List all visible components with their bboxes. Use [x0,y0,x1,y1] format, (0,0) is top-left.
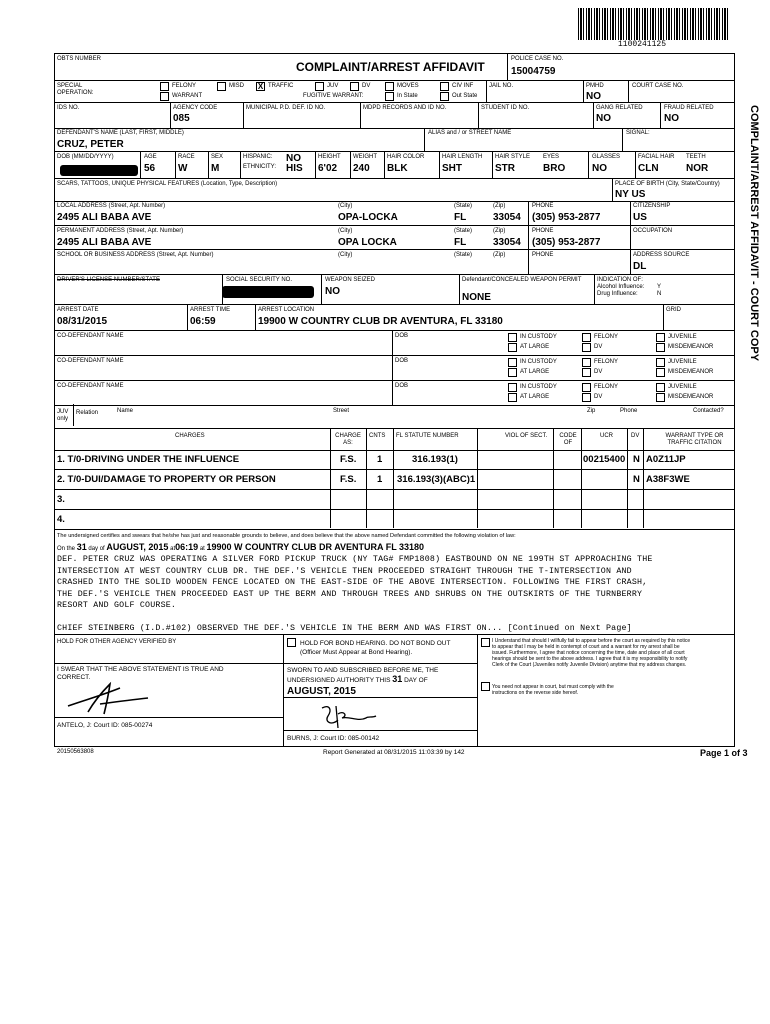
local-city-label: (City) [338,203,353,209]
sworn-text [287,667,475,685]
juv-zip-label: Zip [587,408,596,414]
dv-header: DV [631,433,640,439]
dv-label: DV [362,83,371,89]
address-source-value: DL [633,261,647,272]
scars-label: SCARS, TATTOOS, UNIQUE PHYSICAL FEATURES (Location, Type, Description) [57,181,278,187]
alcohol-influence-label: Alcohol Influence: [597,284,645,290]
age-value: 56 [144,163,156,174]
drug-influence-label: Drug Influence: [597,291,638,297]
teeth-label: TEETH [686,154,706,160]
narrative-line: CRASHED INTO THE SOLID WOODEN FENCE LOCATED ON THE EAST-SIDE OF THE ABOVE INTERSECTION. FOLLOWING THE FIRST CRASH, [57,578,648,587]
codef-juvenile-checkbox[interactable] [656,358,665,367]
local-address: 2495 ALI BABA AVE [57,212,152,223]
arrest-location: 19900 W COUNTRY CLUB DR AVENTURA, FL 33180 [258,316,503,327]
narrative-day: 31 [76,542,87,552]
statute-header: FL STATUTE NUMBER [396,433,459,439]
codef-dv-label: DV [594,394,603,400]
codef-misdemeanor-checkbox[interactable] [656,368,665,377]
codef-misdemeanor-label: MISDEMEANOR [668,369,714,375]
codef-dv-checkbox[interactable] [582,393,591,402]
concealed-weapon-value: NONE [462,292,491,303]
side-label: COMPLAINT/ARREST AFFIDAVIT - COURT COPY [748,105,760,362]
perm-city: OPA LOCKA [338,237,397,248]
misd-checkbox[interactable] [217,82,226,91]
dob-label: DOB (MM/DD/YYYY) [57,154,114,160]
perm-state-label: (State) [454,228,473,234]
height-label: HEIGHT [318,154,341,160]
codef-felony-label: FELONY [594,384,619,390]
juv-name-label: Name [117,408,134,414]
page-title: COMPLAINT/ARREST AFFIDAVIT [296,60,485,74]
pmhd-value: NO [586,91,601,102]
perm-address-label: PERMANENT ADDRESS (Street, Apt. Number) [57,228,184,234]
facial-hair-label: FACIAL HAIR [638,154,675,160]
perm-zip: 33054 [493,237,521,248]
gang-related-value: NO [596,113,611,124]
codef-in-custody-label: IN CUSTODY [520,334,557,340]
codef-at-large-checkbox[interactable] [508,393,517,402]
civ-inf-checkbox[interactable] [440,82,449,91]
civ-inf-label: CIV INF [452,83,474,89]
narrative-place: 19900 W COUNTRY CLUB DR AVENTURA FL 33180 [206,542,425,552]
perm-zip-label: (Zip) [493,228,506,234]
arrest-date-label: ARREST DATE [57,307,99,313]
sex-value: M [211,163,220,174]
arrest-location-label: ARREST LOCATION [258,307,315,313]
codef-in-custody-label: IN CUSTODY [520,384,557,390]
hold-other-agency: HOLD FOR OTHER AGENCY VERIFIED BY [57,639,177,645]
glasses-value: NO [592,163,607,174]
special-op-label: SPECIAL OPERATION: [57,83,94,96]
local-city: OPA-LOCKA [338,212,398,223]
charge-dv: N [633,454,640,465]
at-text-2: at [199,546,205,552]
codef-name-label: CO-DEFENDANT NAME [57,333,124,339]
weapon-seized-value: NO [325,286,340,297]
notary-court-id: BURNS, J: Court ID: 085-00142 [287,735,380,742]
police-case-label: POLICE CASE NO. [511,56,564,62]
narrative-date-line [57,542,424,552]
swear-text: I SWEAR THAT THE ABOVE STATEMENT IS TRUE AND CORRECT. [57,666,224,681]
juv-street-label: Street [333,408,350,414]
codef-misdemeanor-checkbox[interactable] [656,343,665,352]
weight-label: WEIGHT [353,154,377,160]
codef-dv-label: DV [594,344,603,350]
narrative-time: 06:19 [175,542,199,552]
narrative-line: INTERSECTION AT WEST COUNTRY CLUB DR. THE DEF.'S VEHICLE THEN PROCEEDED STRAIGHT THROUGH THE T-INTERSECTION AND [57,566,632,576]
perm-phone-label: PHONE [532,228,554,234]
hold-bond-text: HOLD FOR BOND HEARING. DO NOT BOND OUT (Officer Must Appear at Bond Hearing). [300,640,451,656]
at-text: at [170,546,176,552]
concealed-weapon-label: Defendant/CONCEALED WEAPON PERMIT [462,277,582,283]
hair-style-label: HAIR STYLE [495,154,531,160]
local-state-label: (State) [454,203,473,209]
charge-ucr: 00215400 [583,454,626,465]
codef-juvenile-label: JUVENILE [668,359,697,365]
footer-id: 20150563808 [57,749,94,755]
codef-misdemeanor-checkbox[interactable] [656,393,665,402]
local-address-label: LOCAL ADDRESS (Street, Apt. Number) [57,203,166,209]
codef-felony-checkbox[interactable] [582,333,591,342]
gang-related-label: GANG RELATED [596,105,643,111]
sworn-dayof: DAY OF [404,677,428,684]
ssn-label: SOCIAL SECURITY NO. [226,277,293,283]
perm-phone: (305) 953-2877 [532,237,601,248]
codef-misdemeanor-label: MISDEMEANOR [668,394,714,400]
codef-felony-label: FELONY [594,359,619,365]
narrative-line: CHIEF STEINBERG (I.D.#102) OBSERVED THE DEF.'S VEHICLE IN THE BERM AND WAS FIRST ON... [Continued on Next Page] [57,624,632,633]
narrative-month: AUGUST, 2015 [106,542,169,552]
charge-counts: 1 [377,454,383,465]
local-zip-label: (Zip) [493,203,506,209]
school-phone-label: PHONE [532,252,554,258]
facial-hair-value: CLN [638,163,659,174]
ethnicity-label: ETHNICITY: [243,164,277,170]
school-zip-label: (Zip) [493,252,506,258]
charge-counts: 1 [377,474,383,485]
signal-label: SIGNAL: [626,130,650,136]
charge-description: 3. [57,494,65,505]
local-phone: (305) 953-2877 [532,212,601,223]
eyes-value: BRO [543,163,566,174]
out-state-checkbox[interactable] [440,92,449,101]
codef-dob-label: DOB [395,358,409,364]
barcode [578,8,730,40]
out-state-label: Out State [452,93,478,99]
officer-signature [60,678,160,718]
grid-label: GRID [666,307,681,313]
jail-no-label: JAIL NO. [489,83,514,89]
local-state: FL [454,212,467,223]
dv-checkbox[interactable] [350,82,359,91]
hair-color-label: HAIR COLOR [387,154,425,160]
in-state-checkbox[interactable] [385,92,394,101]
mdpd-id-label: MDPD RECORDS AND ID NO. [363,105,447,111]
hold-bond-checkbox[interactable] [287,638,296,647]
sworn-month: AUGUST, 2015 [287,686,356,697]
notary-signature [318,700,378,732]
ssn-redaction [222,286,314,298]
narrative-line: RESORT AND GOLF COURSE. [57,601,177,610]
hair-length-label: HAIR LENGTH [442,154,483,160]
charge-description: 2. T/0-DUI/DAMAGE TO PROPERTY OR PERSON [57,474,276,485]
codef-felony-checkbox[interactable] [582,383,591,392]
local-zip: 33054 [493,212,521,223]
defendant-name-label: DEFENDANT'S NAME (LAST, FIRST, MIDDLE) [57,130,184,136]
page-number: Page 1 of 3 [700,748,748,758]
charge-description: 4. [57,514,65,525]
understand-text: I Understand that should I willfully fail to appear before the court as required by this notice to appear that I may be held in contempt of court and a warrant for my arrest shall be issued. Furthermore, I agree that notice concerning the time, date and place of all court hearings should be sent to the above address. I agree that it is my responsibility to notify Clerk of the Court (Juveniles notify Juvenile Division) anytime that my address changes. [492,638,691,668]
in-state-label: In State [397,93,418,99]
codef-in-custody-checkbox[interactable] [508,383,517,392]
charge-statute: 316.193(1) [412,454,458,465]
perm-city-label: (City) [338,228,353,234]
codef-in-custody-label: IN CUSTODY [520,359,557,365]
on-the-text: On the [57,546,76,552]
pob-value: NY US [615,189,646,200]
felony-label: FELONY [172,83,197,89]
fraud-related-label: FRAUD RELATED [664,105,714,111]
agency-code-label: AGENCY CODE [173,105,218,111]
sworn-text-body: SWORN TO AND SUBSCRIBED BEFORE ME, THE UNDERSIGNED AUTHORITY THIS [287,667,439,684]
teeth-value: NOR [686,163,709,174]
narrative-line: DEF. PETER CRUZ WAS OPERATING A SILVER FORD PICKUP TRUCK (NY TAG# FMP1808) EASTBOUND ON NE 199TH ST APPROACHING THE [57,555,653,564]
codef-dob-label: DOB [395,333,409,339]
codef-felony-checkbox[interactable] [582,358,591,367]
viol-header: VIOL OF SECT. [505,433,548,439]
moves-label: MOVES [397,83,419,89]
ucr-header: UCR [600,433,613,439]
warrant-label: WARRANT [172,93,203,99]
student-id-label: STUDENT ID NO. [481,105,530,111]
pmhd-label: PMHD [586,83,604,89]
charge-statute: 316.193(3)(ABC)1 [397,474,476,485]
drug-influence-value: N [657,291,662,297]
juv-checkbox[interactable] [315,82,324,91]
charge-dv: N [633,474,640,485]
charge-as: F.S. [340,474,357,485]
arrest-date: 08/31/2015 [57,316,108,327]
codef-at-large-label: AT LARGE [520,369,550,375]
charge-as: F.S. [340,454,357,465]
juv-phone-label: Phone [620,408,638,414]
dob-redaction [60,165,138,176]
occupation-label: OCCUPATION [633,228,673,234]
court-case-label: COURT CASE NO. [632,83,684,89]
charge-as-header: CHARGE AS: [335,433,361,446]
school-state-label: (State) [454,252,473,258]
juv-only-label: JUV only [57,409,69,422]
obts-label: OBTS NUMBER [57,56,102,62]
comply-checkbox[interactable] [481,682,490,691]
race-label: RACE [178,154,195,160]
juv-relation-label: Relation [76,410,99,416]
sworn-day: 31 [392,674,403,684]
codef-dv-checkbox[interactable] [582,343,591,352]
charge-description: 1. T/0-DRIVING UNDER THE INFLUENCE [57,454,240,465]
felony-checkbox[interactable] [160,82,169,91]
codef-at-large-label: AT LARGE [520,344,550,350]
agency-code-value: 085 [173,113,190,124]
hair-color-value: BLK [387,163,408,174]
alias-label: ALIAS and / or STREET NAME [428,130,512,136]
hair-style-value: STR [495,163,515,174]
cnts-header: CNTS [369,433,386,439]
hispanic-value: NO [286,153,301,164]
dl-label: DRIVER'S LICENSE NUMBER/STATE [57,277,160,283]
day-of-text: day of [88,546,105,552]
codef-at-large-label: AT LARGE [520,394,550,400]
race-value: W [178,163,188,174]
codef-juvenile-label: JUVENILE [668,384,697,390]
codef-name-label: CO-DEFENDANT NAME [57,383,124,389]
arrest-time-label: ARREST TIME [190,307,231,313]
police-case-no: 15004759 [511,66,556,77]
fugitive-label: FUGITIVE WARRANT: [303,93,364,99]
sex-label: SEX [211,154,224,160]
municipal-id-label: MUNICIPAL P.D. DEF. ID NO. [246,105,326,111]
officer-court-id: ANTELO, J: Court ID: 085-00274 [57,722,153,729]
ids-no-label: IDS NO. [57,105,80,111]
weapon-seized-label: WEAPON SEIZED [325,277,376,283]
arrest-time: 06:59 [190,316,216,327]
warrant-header: WARRANT TYPE OR TRAFFIC CITATION [665,433,724,446]
school-address-label: SCHOOL OR BUSINESS ADDRESS (Street, Apt. Number) [57,252,214,258]
codef-misdemeanor-label: MISDEMEANOR [668,344,714,350]
citizenship-value: US [633,212,647,223]
address-source-label: ADDRESS SOURCE [633,252,690,258]
understand-checkbox[interactable] [481,638,490,647]
glasses-label: GLASSES [592,154,621,160]
codef-felony-label: FELONY [594,334,619,340]
codef-name-label: CO-DEFENDANT NAME [57,358,124,364]
warrant-checkbox[interactable] [160,92,169,101]
report-generated: Report Generated at 08/31/2015 11:03:39 by 142 [323,749,465,756]
alcohol-influence-value: Y [657,284,662,290]
hair-length-value: SHT [442,163,462,174]
traffic-label: TRAFFIC [268,83,294,89]
codef-juvenile-checkbox[interactable] [656,333,665,342]
ethnicity-value: HIS [286,163,303,174]
misd-label: MISD [229,83,244,89]
charge-warrant: A0Z11JP [646,454,686,465]
pob-label: PLACE OF BIRTH (City, State/Country) [615,181,720,187]
codef-juvenile-checkbox[interactable] [656,383,665,392]
local-phone-label: PHONE [532,203,554,209]
citizenship-label: CITIZENSHIP [633,203,671,209]
narrative-line: THE DEF.'S VEHICLE THEN PROCEEDED EAST UP THE BERM AND THROUGH TREES AND SHRUBS ON THE OUTSKIRTS OF THE TURNBERRY [57,589,643,599]
school-city-label: (City) [338,252,353,258]
codef-at-large-checkbox[interactable] [508,343,517,352]
certify-text: The undersigned certifies and swears that he/she has just and reasonable grounds to believe, and does believe that the above named Defendant committed the following violation of law: [57,533,516,539]
codef-dv-label: DV [594,369,603,375]
eyes-label: EYES [543,154,560,160]
height-value: 6'02 [318,163,338,174]
weight-value: 240 [353,163,370,174]
codef-in-custody-checkbox[interactable] [508,358,517,367]
comply-text: You need not appear in court, but must comply with the instructions on the reverse side hereof. [492,684,614,696]
age-label: AGE [144,154,157,160]
traffic-checkbox[interactable]: X [257,82,264,91]
codef-in-custody-checkbox[interactable] [508,333,517,342]
codef-dv-checkbox[interactable] [582,368,591,377]
defendant-name: CRUZ, PETER [57,139,124,150]
fraud-related-value: NO [664,113,679,124]
codef-at-large-checkbox[interactable] [508,368,517,377]
charges-header: CHARGES [175,433,205,439]
perm-state: FL [454,237,467,248]
juv-label: JUV [327,83,339,89]
perm-address: 2495 ALI BABA AVE [57,237,152,248]
juv-contacted-label: Contacted? [693,408,724,414]
indication-label: INDICATION OF: [597,277,643,283]
hispanic-label: HISPANIC: [243,154,273,160]
codef-dob-label: DOB [395,383,409,389]
code-of-header: CODE OF [559,433,577,446]
codef-juvenile-label: JUVENILE [668,334,697,340]
charge-warrant: A38F3WE [646,474,690,485]
barcode-number: 1100241125 [618,40,667,49]
moves-checkbox[interactable] [385,82,394,91]
